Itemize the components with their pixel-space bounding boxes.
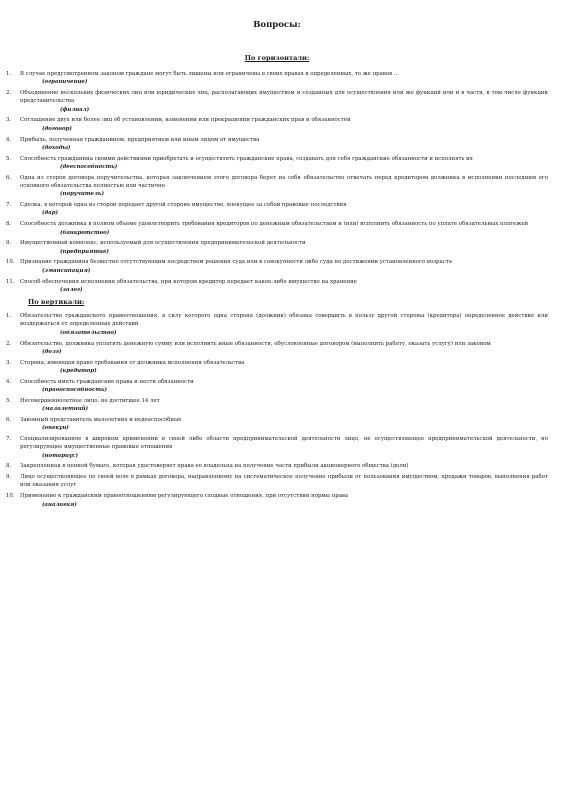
question-answer: (дееспособность) [60, 163, 118, 170]
question-text: Сделка, в которой одна из сторон передает другой стороне имущество, влекущее за собой правовые последствия [20, 202, 347, 209]
question-item [6, 89, 548, 114]
question-answer: (филиал) [60, 106, 90, 113]
question-answer: (эмансипация) [42, 267, 91, 274]
question-text: Обязательство гражданского правоотношения, в силу которого одна сторона (должник) обязана совершить в пользу другой стороны (кредитора) определенное действие или воздержаться от определенных действий [20, 313, 548, 328]
question-item [6, 473, 548, 490]
question-list-horizontal [6, 70, 548, 294]
question-answer: (поручитель) [60, 191, 105, 198]
question-text: Обязательство, должника уплатить денежную сумму или исполнить иные обязанности, обусловленные договором (выполнить работу, оказать услугу) или законом [20, 340, 491, 347]
question-item [6, 312, 548, 337]
question-text: Закрепленная в ценной бумаге, которая удостоверяет права ее владельца на получение части прибыли акционерного общества (доли) [20, 463, 409, 470]
question-text: Специализированное в широком применении в своей либо области предпринимательской деятельности лицо, не осуществляющее предпринимательской деятельности, но регулирующее имущественные правовые отношения [20, 435, 548, 451]
question-answer: (обязательство) [60, 329, 117, 336]
question-answer: (долг) [42, 348, 62, 355]
question-answer: (ограничение) [42, 79, 88, 86]
question-text: Лицо осуществляющее по своей воле в рамках договора, направленному на систематическое получение прибыли от пользования имуществом, продажи товаров, выполнения работ или оказания услуг [20, 474, 548, 489]
question-answer: (банкротство) [60, 229, 110, 236]
question-number: 1. [6, 71, 12, 77]
question-answer: (дар) [42, 210, 59, 217]
question-item [6, 435, 548, 460]
question-item [6, 70, 548, 87]
question-text: Законный представитель малолетних и недееспособных [20, 416, 182, 423]
question-text: Одна из сторон договора поручительства, которая заключением этого договора берет на себя обязательство отвечать перед кредитором должника в исполнении последним его основного обязательства полностью или частично [20, 174, 548, 190]
question-number: 7. [6, 435, 12, 442]
question-item [6, 136, 548, 153]
question-number: 10. [6, 493, 15, 500]
question-number: 6. [6, 416, 12, 423]
question-number: 8. [6, 221, 12, 228]
question-number: 5. [6, 155, 12, 162]
question-number: 4. [6, 378, 12, 385]
question-text: Применение к гражданским правоотношениям регулирующего сходные отношения, при отсутствии нормы права [20, 493, 349, 500]
question-number: 11. [6, 278, 15, 285]
question-number: 5. [6, 397, 12, 404]
page-title: Вопросы: [253, 20, 301, 30]
question-item [6, 201, 548, 218]
question-number: 3. [6, 359, 12, 366]
question-text: Прибыль, полученная гражданином, предприятием или иным лицом от имущества [20, 136, 260, 143]
question-answer: (аналогия) [42, 501, 77, 508]
question-text: В случае предусмотренном законом граждане могут быть лишены или ограничены в своих правах в определенных, то же правов ... [20, 71, 399, 77]
question-item [6, 155, 548, 172]
question-item [6, 492, 548, 509]
question-text: Признание гражданина безвестно отсутствующим посредством решения суда или в совокупности либо суда по достижении установленного возраста [20, 259, 452, 266]
question-item [6, 220, 548, 237]
section-horizontal [6, 54, 548, 294]
question-item [6, 397, 548, 414]
question-answer: (нотариус) [42, 452, 79, 459]
question-text: Способность должника в полном объеме удовлетворить требования кредиторов по денежным обязательствам и (или) исполнить обязанность по уплате обязательных платежей [20, 221, 529, 228]
question-number: 2. [6, 90, 12, 97]
question-answer: (малолетний) [42, 406, 89, 413]
section-vertical [6, 298, 548, 509]
question-number: 1. [6, 313, 12, 320]
question-item [6, 174, 548, 199]
question-item [6, 416, 548, 433]
question-item [6, 116, 548, 133]
question-answer: (доходы) [42, 144, 71, 151]
question-item [6, 340, 548, 357]
question-number: 7. [6, 202, 12, 209]
question-item [6, 258, 548, 275]
question-number: 2. [6, 340, 12, 347]
question-item [6, 378, 548, 395]
question-number: 8. [6, 463, 12, 470]
question-number: 9. [6, 474, 12, 481]
section-title-vertical: По вертикали: [28, 298, 85, 307]
question-answer: (опекун) [42, 425, 69, 432]
question-text: Объединение нескольких физических лиц или юридических лиц, располагающих имуществом и созданных для осуществления или же функций или и в части, в том числе функции представительства [20, 90, 548, 105]
question-list-vertical [6, 312, 548, 509]
question-number: 3. [6, 117, 12, 124]
question-text: Имущественный комплекс, используемый для осуществления предпринимательской деятельности [20, 240, 306, 247]
question-answer: (договор) [42, 125, 72, 132]
question-answer: (кредитор) [60, 367, 97, 374]
section-title-horizontal: По горизонтали: [244, 54, 310, 62]
question-number: 4. [6, 136, 12, 143]
question-item [6, 278, 548, 295]
question-number: 6. [6, 174, 12, 181]
question-text: Несовершеннолетнее лицо, не достигшее 14 лет [20, 397, 160, 404]
question-number: 9. [6, 240, 12, 247]
question-text: Соглашение двух или более лиц об установлении, изменении или прекращении гражданских прав и обязанностей [20, 117, 351, 124]
question-text: Сторона, имеющая право требования от должника исполнения обязательства [20, 359, 245, 366]
question-item [6, 239, 548, 256]
question-number: 10. [6, 259, 15, 266]
question-text: Способ обеспечения исполнения обязательства, при котором кредитор передает какое-либо имущество на хранение [20, 278, 357, 285]
question-text: Способность иметь гражданские права и нести обязанности [20, 378, 194, 385]
question-answer: (залог) [60, 286, 83, 293]
question-answer: (правоспособность) [42, 387, 108, 393]
question-item [6, 462, 548, 470]
question-text: Способность гражданина своими действиями приобретать и осуществлять гражданские права, создавать для себя гражданские обязанности и исполнять их [20, 155, 473, 162]
question-answer: (предприятие) [60, 248, 109, 255]
question-item [6, 359, 548, 376]
